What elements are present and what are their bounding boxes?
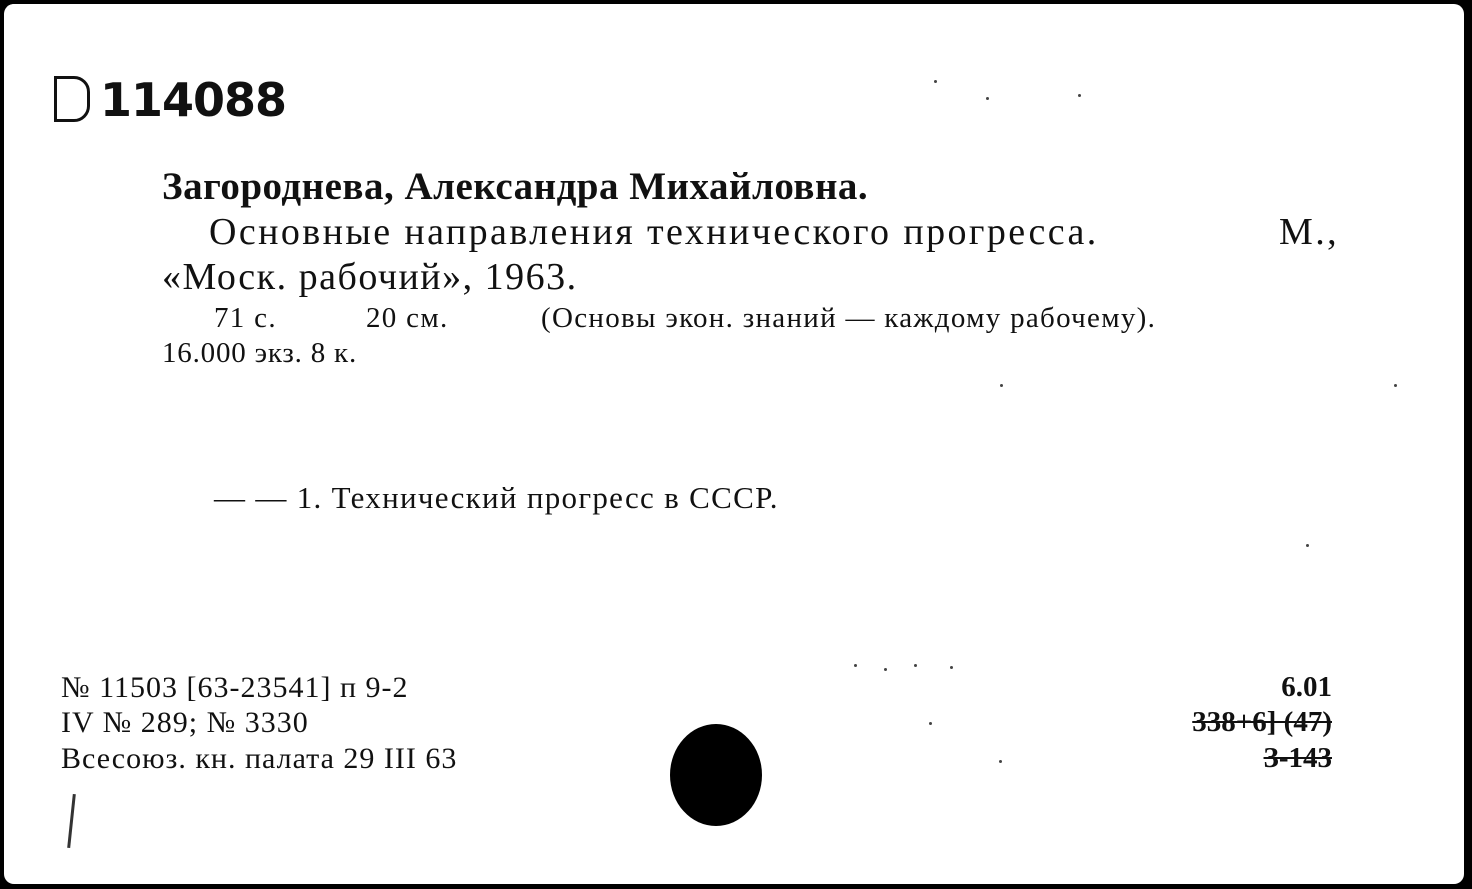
speck — [914, 664, 917, 667]
physical-description — [214, 302, 1344, 335]
speck — [986, 97, 989, 100]
speck — [854, 664, 857, 667]
speck — [929, 722, 932, 725]
registration-line-3: Всесоюз. кн. палата 29 III 63 — [61, 742, 458, 775]
series-statement: (Основы экон. знаний — каждому рабочему). — [541, 302, 1157, 334]
title-line — [209, 210, 1339, 254]
classification-code-3: З-143 — [1263, 742, 1332, 774]
speck — [934, 80, 937, 83]
catalog-card — [4, 4, 1464, 884]
classification-code-2: 338+6] (47) — [1192, 706, 1332, 738]
print-run-price: 16.000 экз. 8 к. — [162, 337, 357, 369]
publisher-year: «Моск. рабочий», 1963. — [162, 256, 578, 298]
speck — [1000, 384, 1003, 387]
card-edge — [4, 4, 170, 7]
punch-hole — [670, 724, 762, 826]
classification-code-1: 6.01 — [1281, 671, 1332, 703]
d-shaped-stamp-icon — [54, 76, 90, 122]
registration-line-2: IV № 289; № 3330 — [61, 706, 309, 739]
publication-place: М., — [1279, 211, 1339, 253]
book-title: Основные направления технического прогресса. — [209, 211, 1099, 253]
book-size: 20 см. — [366, 302, 449, 334]
registration-line-1: № 11503 [63-23541] п 9-2 — [61, 671, 409, 704]
inventory-number-text: 114088 — [100, 73, 287, 127]
speck — [1394, 384, 1397, 387]
inventory-number — [54, 73, 287, 127]
speck — [950, 666, 953, 669]
speck — [884, 668, 887, 671]
page-count: 71 с. — [214, 302, 277, 334]
speck — [1306, 544, 1309, 547]
speck — [999, 760, 1002, 763]
speck — [1078, 94, 1081, 97]
author-heading: Загороднева, Александра Михайловна. — [162, 165, 869, 208]
subject-heading: — — 1. Технический прогресс в СССР. — [214, 480, 779, 515]
pencil-mark — [67, 794, 76, 848]
